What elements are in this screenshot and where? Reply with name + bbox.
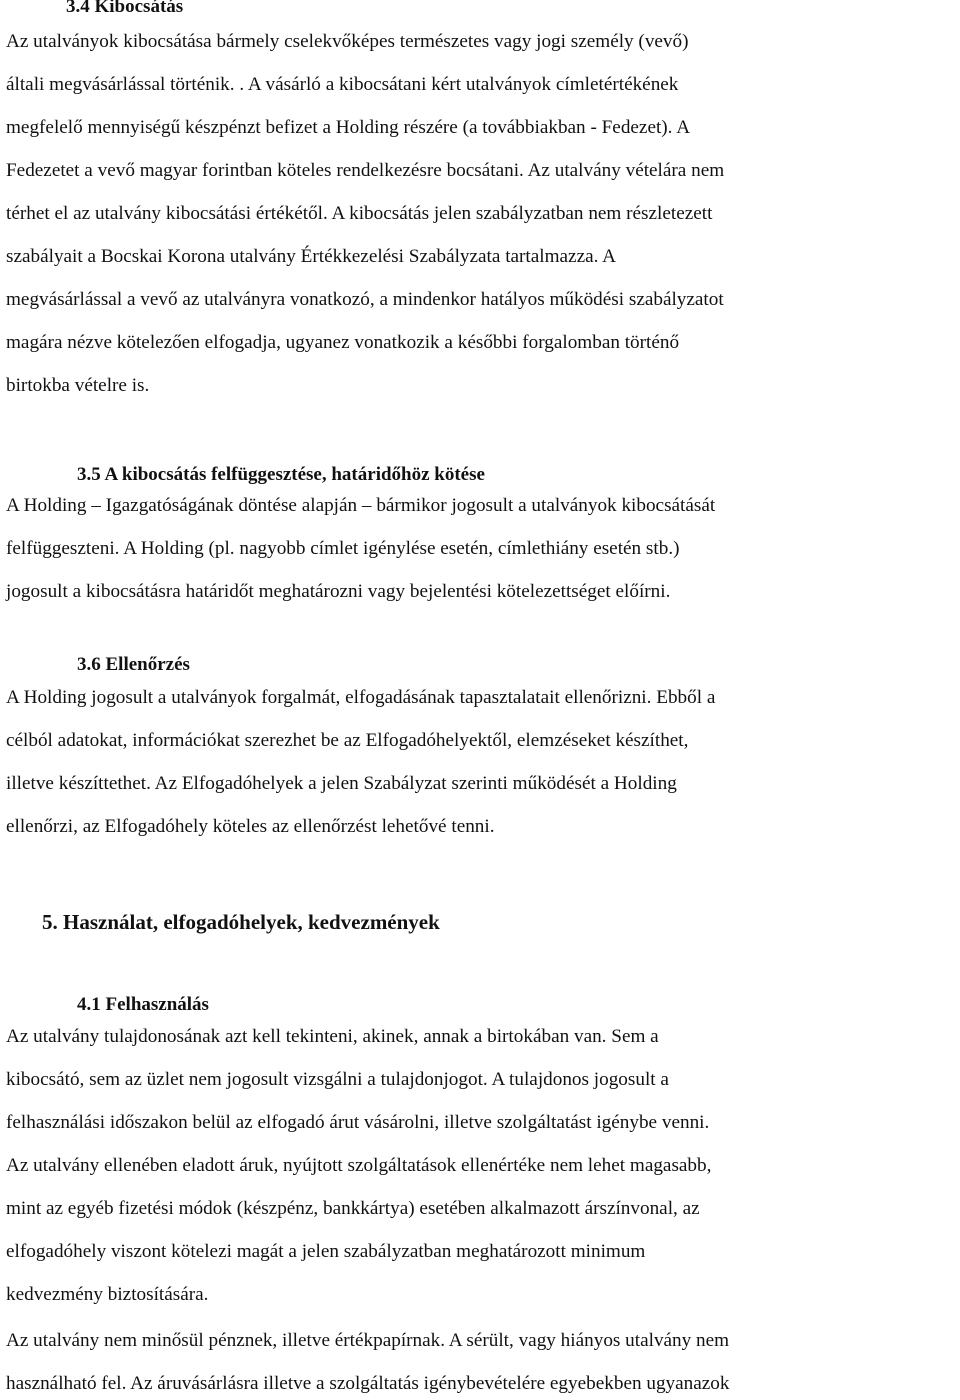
paragraph-line: felfüggeszteni. A Holding (pl. nagyobb címlet igénylése esetén, címlethiány esetén stb.) <box>6 538 680 559</box>
paragraph-line: általi megvásárlással történik. . A vásárló a kibocsátani kért utalványok címletértékének <box>6 74 679 95</box>
paragraph-line: térhet el az utalvány kibocsátási értékétől. A kibocsátás jelen szabályzatban nem részletezett <box>6 203 713 224</box>
paragraph-line: Az utalvány nem minősül pénznek, illetve értékpapírnak. A sérült, vagy hiányos utalvány nem <box>6 1330 730 1351</box>
paragraph-line: kibocsátó, sem az üzlet nem jogosult vizsgálni a tulajdonjogot. A tulajdonos jogosult a <box>6 1069 669 1090</box>
paragraph-line: felhasználási időszakon belül az elfogadó árut vásárolni, illetve szolgáltatást igénybe venni. <box>6 1112 710 1133</box>
section-3-4-heading: 3.4 Kibocsátás <box>66 0 184 17</box>
paragraph-line: használható fel. Az áruvásárlásra illetve a szolgáltatás igénybevételére egyebekben ugyanazok <box>6 1373 730 1394</box>
paragraph-line: mint az egyéb fizetési módok (készpénz, bankkártya) esetében alkalmazott árszínvonal, az <box>6 1198 700 1219</box>
paragraph-line: jogosult a kibocsátásra határidőt meghatározni vagy bejelentési kötelezettséget előírni. <box>6 581 671 602</box>
paragraph-line: megvásárlással a vevő az utalványra vonatkozó, a mindenkor hatályos működési szabályzatot <box>6 289 724 310</box>
paragraph-line: Fedezetet a vevő magyar forintban köteles rendelkezésre bocsátani. Az utalvány vételára nem <box>6 160 725 181</box>
paragraph-line: Az utalványok kibocsátása bármely cselekvőképes természetes vagy jogi személy (vevő) <box>6 31 689 52</box>
paragraph-line: A Holding – Igazgatóságának döntése alapján – bármikor jogosult a utalványok kibocsátását <box>6 495 716 516</box>
paragraph-line: Az utalvány ellenében eladott áruk, nyújtott szolgáltatások ellenértéke nem lehet magasabb, <box>6 1155 712 1176</box>
paragraph-line: kedvezmény biztosítására. <box>6 1284 209 1305</box>
paragraph-line: célból adatokat, információkat szerezhet be az Elfogadóhelyektől, elemzéseket készíthet, <box>6 730 689 751</box>
section-3-5-heading: 3.5 A kibocsátás felfüggesztése, határidőhöz kötése <box>77 464 485 485</box>
paragraph-line: szabályait a Bocskai Korona utalvány Értékkezelési Szabályzata tartalmazza. A <box>6 246 616 267</box>
paragraph-line: A Holding jogosult a utalványok forgalmát, elfogadásának tapasztalatait ellenőrizni. Ebből a <box>6 687 716 708</box>
chapter-5-heading: 5. Használat, elfogadóhelyek, kedvezmények <box>42 910 440 934</box>
paragraph-line: Az utalvány tulajdonosának azt kell tekinteni, akinek, annak a birtokában van. Sem a <box>6 1026 659 1047</box>
paragraph-line: illetve készíttethet. Az Elfogadóhelyek a jelen Szabályzat szerinti működését a Holding <box>6 773 677 794</box>
section-4-1-heading: 4.1 Felhasználás <box>77 994 209 1015</box>
paragraph-line: megfelelő mennyiségű készpénzt befizet a Holding részére (a továbbiakban - Fedezet). A <box>6 117 691 138</box>
section-3-6-heading: 3.6 Ellenőrzés <box>77 654 190 675</box>
paragraph-line: ellenőrzi, az Elfogadóhely köteles az ellenőrzést lehetővé tenni. <box>6 816 495 837</box>
paragraph-line: birtokba vételre is. <box>6 375 150 396</box>
paragraph-line: elfogadóhely viszont kötelezi magát a jelen szabályzatban meghatározott minimum <box>6 1241 646 1262</box>
paragraph-line: magára nézve kötelezően elfogadja, ugyanez vonatkozik a későbbi forgalomban történő <box>6 332 680 353</box>
